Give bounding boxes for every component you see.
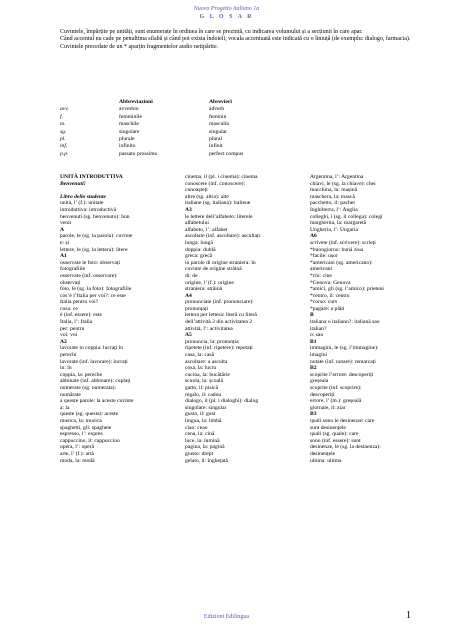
abbreviation-cell: feminin	[209, 113, 227, 120]
glossary-entry: *buongiorno: bună ziua	[310, 246, 364, 253]
glossary-entry: lettere, le (sg. la lettera): litere	[60, 246, 128, 253]
abbreviation-row	[60, 121, 243, 128]
glossary-entry: fotografiile	[60, 266, 86, 273]
abbreviation-row	[60, 143, 243, 150]
section-label: B1	[310, 338, 317, 345]
glossary-entry: *chi: cine	[310, 272, 332, 279]
glossary-entry: italian?	[310, 325, 327, 332]
glossary-entry: alfabetului	[185, 220, 209, 227]
abbreviation-cell: plural	[209, 136, 223, 143]
glossary-entry: ripetete (inf. ripetere): repetați	[185, 345, 253, 352]
glossary-entry: altre (sg. altra): alte	[185, 193, 229, 200]
glossary-entry: Italia, l’: Italia	[60, 319, 93, 326]
glossary-entry: cos’è l’Italia per voi?: ce este	[60, 292, 126, 299]
abbreviation-row	[60, 106, 243, 113]
abbreviation-cell: inf.	[60, 143, 68, 150]
glossary-entry: per: pentru	[60, 325, 85, 332]
glossary-entry: colleghi, i (sg. il collega): colegi	[310, 213, 383, 220]
footer-publisher: Edizioni Edilingua	[203, 614, 250, 620]
glossary-entry: cucina, la: bucătărie	[185, 371, 230, 378]
abbreviation-cell: p.p.	[60, 150, 69, 157]
glossary-column-3	[310, 174, 428, 464]
glossary-entry: Inghilterra, l’: Anglia	[310, 206, 358, 213]
section-heading: Benvenuti!	[60, 180, 86, 187]
glossary-entry: lettera per lettera: literă cu literă	[185, 312, 257, 319]
abbreviation-cell: passato prossimo	[119, 150, 158, 157]
abbreviation-cell: masculin	[209, 121, 230, 128]
abbreviation-cell: femminile	[119, 113, 142, 120]
glossary-entry: espresso, l’: expres	[60, 431, 103, 438]
abbreviations-table	[60, 99, 243, 158]
glossary-entry: scuola, la: școală	[185, 378, 224, 385]
glossary-entry: in parole di origine straniera: în	[185, 259, 256, 266]
glossary-entry: italiana o italiano?: italiană sau	[310, 319, 380, 326]
glossary-entry: alfabeto, l’: alfabet	[185, 226, 228, 233]
section-label: A3	[185, 206, 192, 213]
glossary-entry: sono (inf. essere): sunt	[310, 437, 361, 444]
glossary-entry: observați	[60, 279, 81, 286]
glossary-entry: abbinate (inf. abbinare): cuplați	[60, 378, 131, 385]
glossary-entry: numerate (sg. numerata):	[60, 385, 117, 391]
abbreviation-row	[60, 129, 243, 136]
abbreviation-cell: infinit	[209, 143, 223, 150]
glossary-entry: lavorate in coppia: lucrați în	[60, 345, 124, 352]
glossary-entry: immagini, le (sg. l’immagine):	[310, 345, 379, 352]
glossary-entry: gatto, il: pisică	[185, 385, 219, 391]
glossary-entry: pronuncia, la: pronunția	[185, 338, 239, 345]
glossary-entry: italiane (sg. italiana): italiene	[185, 200, 251, 207]
abbreviation-row	[60, 114, 243, 121]
glossary-entry: pacchetto, il: pachet	[310, 200, 355, 207]
abbreviation-cell: avv.	[60, 106, 69, 113]
glossary-entry: gelato, il: înghețată	[185, 457, 229, 464]
intro-paragraph: Când accentul nu cade pe penultima silabă și când pot exista îndoieli, vocala accentuată este indicată cu o liniuță (de exemplu: dialogo, farmacia).	[60, 36, 411, 43]
header-subtitle: G L O S A R	[199, 14, 254, 20]
glossary-entry: queste (sg. questa): aceste	[60, 411, 119, 418]
glossary-entry: lunga: lungă	[185, 239, 213, 246]
glossary-entry: americani	[310, 266, 333, 273]
glossary-entry: luce, la: lumină	[185, 437, 220, 444]
glossary-entry: *amici, gli (sg. l’amico): prieteni	[310, 286, 384, 293]
glossary-entry: origine, l’ (f.): origine	[185, 279, 234, 286]
glossary-entry: ciao: ceao	[185, 424, 208, 431]
glossary-entry: greca: grecă	[185, 253, 213, 260]
section-label: B2	[310, 365, 317, 372]
abbreviation-cell: m.	[60, 121, 66, 128]
glossary-entry: perechi	[60, 352, 77, 359]
glossary-entry: Argentina, l’: Argentina	[310, 174, 364, 180]
glossary-entry: regalo, il: cadou	[185, 391, 222, 398]
section-label: A1	[60, 253, 67, 260]
glossary-entry: in: în	[60, 365, 72, 372]
glossary-entry: giornale, il: ziar	[310, 404, 346, 411]
section-label: A	[60, 226, 65, 233]
glossary-entry: spaghetti, gli: spaghete	[60, 424, 112, 431]
glossary-entry: le lettere dell’alfabeto: literele	[185, 213, 253, 220]
abbreviation-cell: infinito	[119, 143, 136, 150]
glossary-entry: cinema, il (pl. i cinema): cinema	[185, 174, 258, 180]
section-heading: UNITÀ INTRODUTTIVA	[60, 174, 123, 180]
glossary-entry: pronunțați	[185, 305, 208, 312]
glossary-entry: *centro, il: centru	[310, 292, 350, 299]
glossary-entry: dell’attività 2 din activitatea 2	[185, 319, 253, 326]
glossary-entry: scrivete (inf. scrivere): scrieți	[310, 239, 376, 246]
glossary-entry: singolare: singular	[185, 404, 227, 411]
glossary-entry: introduttiva: introductivă	[60, 206, 117, 213]
glossary-entry: Ungheria, l’: Ungaria	[310, 226, 358, 233]
glossary-entry: pronunciate (inf. pronunciare):	[185, 299, 254, 306]
glossary-entry: errore, l’ (m.): greșeală	[310, 398, 362, 405]
glossary-entry: ascoltare: a asculta	[185, 358, 228, 365]
intro-text	[60, 29, 422, 51]
glossary-entry: *facile: ușor	[310, 253, 338, 260]
glossary-entry: lingua, la: limbă	[185, 417, 222, 424]
section-label: A6	[310, 233, 317, 240]
glossary-entry: cosa: ce	[60, 305, 78, 312]
glossary-entry: parole, le (sg. la parola): cuvinte	[60, 233, 133, 240]
glossary-entry: unità, l’ (f.): unitate	[60, 200, 104, 207]
glossary-entry: *americani (sg. americano):	[310, 259, 373, 266]
abbreviations-header	[60, 99, 243, 106]
glossary-entry: foto, le (sg. la foto): fotografiile	[60, 286, 132, 293]
abbreviation-cell: f.	[60, 113, 63, 120]
glossary-entry: venit	[60, 220, 72, 227]
glossary-entry: musica, la: muzica	[60, 417, 102, 424]
abbr-col-ro: Abrevieri	[209, 99, 232, 105]
glossary-entry: voi: voi	[60, 332, 78, 339]
abbreviation-row	[60, 151, 243, 158]
glossary-entry: benvenuti (sg. benvenuto): bun	[60, 213, 130, 220]
glossary-entry: quali sono le desinenze: care	[310, 417, 375, 424]
glossary-column-1	[60, 174, 178, 464]
glossary-entry: greșeala	[310, 378, 329, 385]
glossary-entry: attività, l’: activitatea	[185, 325, 233, 332]
section-label: B3	[310, 411, 317, 418]
glossary-entry: cena, la: cină	[185, 431, 215, 438]
section-heading: Libro dello studente	[60, 193, 106, 200]
glossary-entry: osservate le foto: observați	[60, 259, 121, 266]
glossary-entry: desinenze, le (sg. la desinenza):	[310, 444, 381, 451]
abbreviation-cell: avverbio	[119, 106, 139, 113]
glossary-entry: scoprite l’errore: descoperiți	[310, 371, 374, 378]
section-label: A4	[185, 292, 192, 299]
glossary-entry: dialogo, il (pl. i dialoghi): dialog	[185, 398, 259, 405]
glossary-entry: notate (inf. notare): remarcați	[310, 358, 376, 365]
glossary-entry: descoperiți	[310, 391, 335, 398]
glossary-entry: cosa, la: lucru	[185, 365, 217, 372]
glossary-entry: imagini	[310, 352, 328, 359]
glossary-entry: osservate (inf. osservare):	[60, 272, 118, 279]
glossary-entry: macchina, la: mașină	[310, 187, 358, 194]
glossary-entry: maschera, la: mască	[310, 193, 355, 200]
abbreviation-cell: plurale	[119, 136, 135, 143]
glossary-entry: numărate	[60, 391, 81, 398]
glossary-entry: doppia: dublă	[185, 246, 216, 253]
glossary-entry: lavorate (inf. lavorare): lucrați	[60, 358, 128, 365]
section-label: A2	[60, 338, 67, 345]
glossary-entry: cuvinte de origine străină	[185, 266, 242, 273]
glossary-entry: giusto: drept	[185, 450, 214, 457]
glossary-entry: Italia pentru voi?	[60, 299, 99, 306]
page-number: 1	[406, 610, 411, 621]
glossary-entry: pagina, la: pagină	[185, 444, 225, 451]
glossary-entry: cappuccino, il: cappuccino	[60, 437, 120, 444]
section-label: B	[310, 312, 314, 319]
abbreviation-cell: perfect compus	[209, 150, 244, 157]
abbreviation-cell: maschile	[119, 121, 139, 128]
glossary-entry: ascoltate (inf. ascoltare): ascultați	[185, 233, 261, 240]
glossary-entry: arte, l’ (f.): artă	[60, 450, 94, 457]
glossary-entry: *corso: curs	[310, 299, 338, 306]
glossary-entry: a queste parole: la aceste cuvinte	[60, 398, 134, 405]
glossary-entry: *Genova: Genova	[310, 279, 351, 286]
intro-paragraph: Cuvintele precedate de un * aparțin fragmentelor audio netipărite.	[60, 43, 219, 50]
glossary-entry: *pagare: a plăti	[310, 305, 345, 312]
abbreviation-cell: singular	[209, 128, 228, 135]
abbreviation-cell: adverb	[209, 106, 225, 113]
glossary-entry: casa, la: casă	[185, 352, 215, 359]
glossary-entry: chiavi, le (sg. la chiave): chei	[310, 180, 376, 187]
glossary-entry: cunoașteți	[185, 187, 208, 194]
glossary-entry: sunt desinențele	[310, 424, 346, 431]
glossary-entry: desinențele	[310, 450, 336, 457]
intro-paragraph: Cuvintele, împărțite pe unități, sunt enumerate în ordinea în care se prezintă, cu indicarea volumului și a secțiunii în care apar.	[60, 29, 363, 35]
glossary-entry: a: la	[60, 404, 70, 411]
header-title: Nuovo Progetto italiano 1a	[193, 6, 260, 12]
glossary-entry: straniera: străină	[185, 286, 223, 293]
glossary-entry: coppia, la: pereche	[60, 371, 103, 378]
glossary-entry: di: de	[185, 272, 198, 279]
glossary-entry: scoprite (inf. scoprire):	[310, 385, 362, 391]
abbreviation-cell: pl.	[60, 136, 66, 143]
glossary-entry: quali (sg. quale): care	[310, 431, 359, 438]
glossary-entry: conoscete (inf. conoscere):	[185, 180, 246, 187]
glossary-entry: margherita, la: margaretă	[310, 220, 367, 227]
glossary-column-2	[185, 174, 303, 464]
abbr-col-it: Abbreviazioni	[119, 99, 153, 105]
glossary-entry: ultima: ultima	[310, 457, 342, 464]
glossary-entry: opera, l’: operă	[60, 444, 95, 451]
glossary-entry: e: și	[60, 239, 70, 246]
glossary-entry: moda, la: modă	[60, 457, 95, 464]
abbreviation-cell: singolare	[119, 128, 140, 135]
glossary-entry	[60, 187, 178, 194]
glossary-entry: gusto, il: gust	[185, 411, 216, 418]
glossary-entry: o: sau	[310, 332, 324, 339]
glossary-entry: è (inf. essere): este	[60, 312, 102, 319]
abbreviation-cell: sg.	[60, 128, 67, 135]
section-label: A5	[185, 332, 192, 339]
